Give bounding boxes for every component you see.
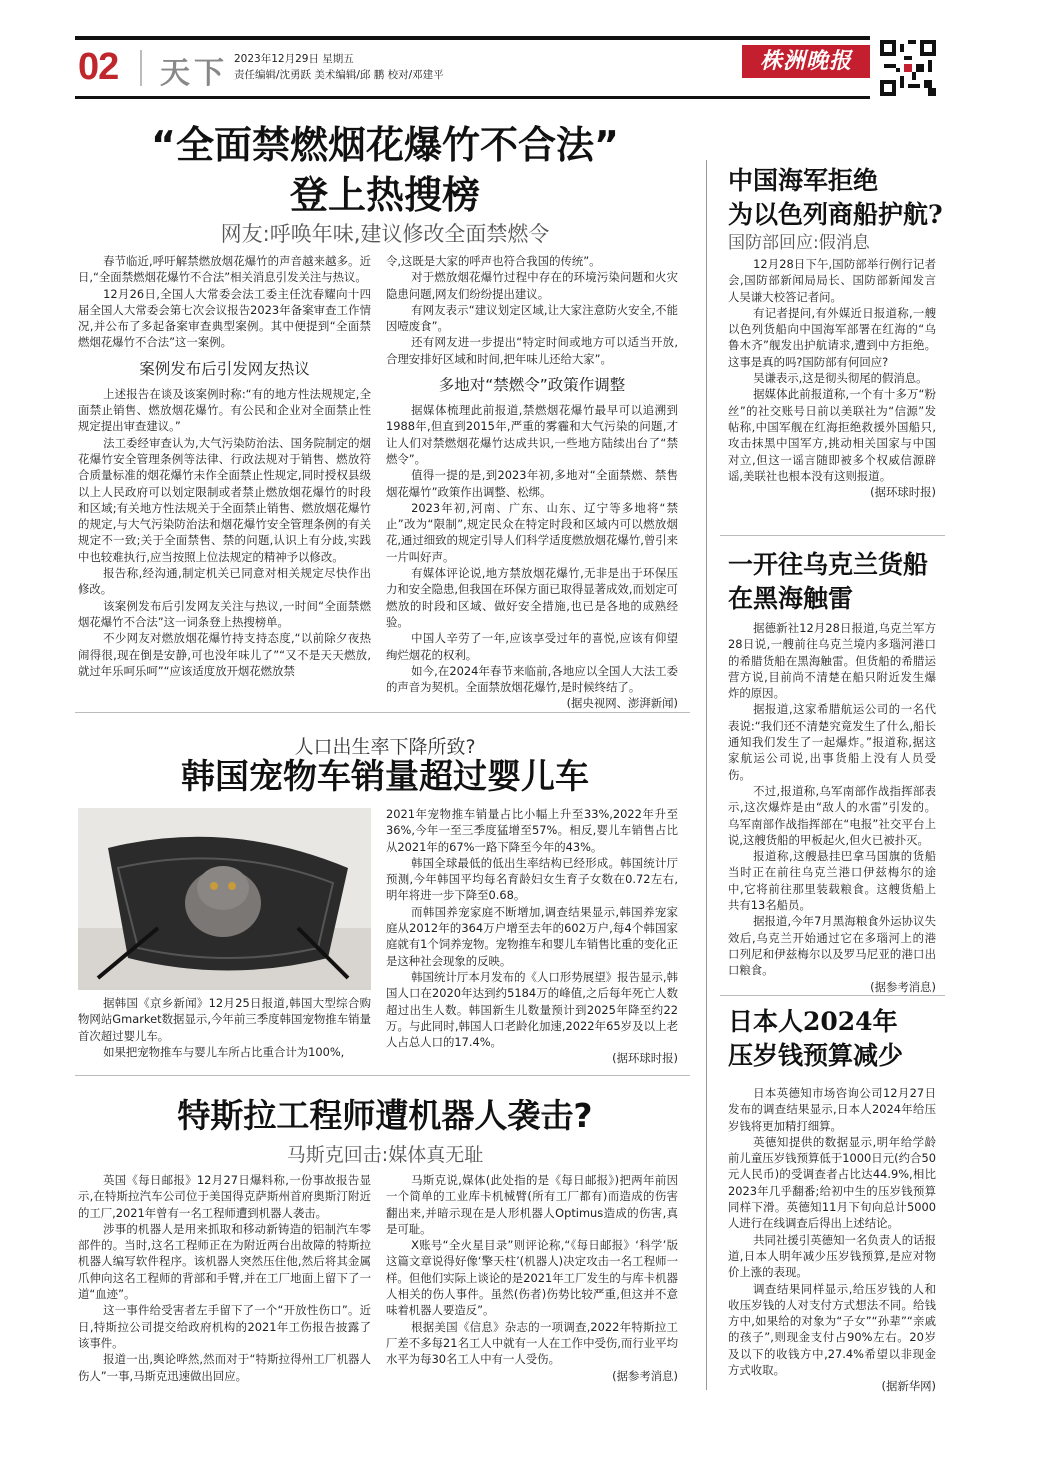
paragraph: 韩国统计厅本月发布的《人口形势展望》报告显示,韩国人口在2020年达到约5184万的峰值,之后每年死亡人数超过出生人数。韩国新生儿数量预计到2025年降至约22万。与此同时,韩国人口老龄化加速,2022年65岁及以上老人占总人口的17.4%。: [386, 969, 678, 1050]
column-divider: [706, 160, 707, 1390]
paragraph: 还有网友进一步提出“特定时间或地方可以适当开放,合理安排好区域和时间,把年味儿还给大家”。: [386, 335, 678, 366]
paragraph: X账号“全火星目录”则评论称,“《每日邮报》‘科学’版这篇文章说得好像‘擎天柱’(机器人)决定攻击一名工程师一样。但他们实际上谈论的是2021年工厂发生的与库卡机器人相关的伤人事件。虽然(伤者)伤势比较严重,但这并不意味着机器人要造反”。: [386, 1238, 678, 1318]
source-credit: (据参考消息): [612, 1368, 678, 1383]
side2-body: [728, 620, 936, 995]
paragraph: 报道称,这艘悬挂巴拿马国旗的货船当时正在前往乌克兰港口伊兹梅尔的途中,它将前往那里装载粮食。这艘货船上共有13名船员。: [728, 849, 936, 913]
headline-line: 登上热搜榜: [289, 173, 480, 217]
section-divider: [75, 1075, 690, 1076]
section-subheading: 案例发布后引发网友热议: [139, 359, 310, 378]
paragraph: 有网友表示“建议划定区域,让大家注意防火安全,不能因噎废食”。: [386, 302, 678, 334]
article3-column-2: [386, 1172, 678, 1384]
paragraph: 2021年宠物推车销量占比小幅上升至33%,2022年升至36%,今年一至三季度猛增至57%。相反,婴儿车销售占比从2021年的67%一路下降至今年的43%。: [386, 807, 678, 854]
paragraph: 12月28日下午,国防部举行例行记者会,国防部新闻局局长、国防部新闻发言人吴谦大校答记者问。: [728, 257, 936, 304]
article1-column-1: [78, 253, 371, 679]
section-subheading: 多地对“禁燃令”政策作调整: [438, 376, 626, 395]
header-divider: [140, 50, 142, 86]
article2-kicker: 人口出生率下降所致?: [294, 736, 476, 758]
side2-headline: [728, 548, 948, 616]
side3-headline: [728, 1005, 948, 1073]
header-top-rule: [75, 36, 870, 40]
article3-column-1: [78, 1172, 371, 1384]
article2-column-2: [386, 806, 678, 1067]
article1-column-2: [386, 253, 678, 712]
paragraph: 春节临近,呼吁解禁燃放烟花爆竹的声音越来越多。近日,“全面禁燃烟花爆竹不合法”相关消息引发关注与热议。: [78, 254, 371, 285]
paragraph: 值得一提的是,到2023年初,多地对“全面禁燃、禁售烟花爆竹”政策作出调整、松绑。: [386, 468, 678, 499]
paragraph: 中国人辛劳了一年,应该享受过年的喜悦,应该有仰望绚烂烟花的权利。: [386, 631, 678, 662]
page-number: 02: [78, 46, 119, 88]
paragraph: 法工委经审查认为,大气污染防治法、国务院制定的烟花爆竹安全管理条例等法律、行政法规对于销售、燃放符合质量标准的烟花爆竹未作全面禁止性规定,同时授权县级以上人民政府可以划定限制或者禁止燃放烟花爆竹的时段和区域;有关地方性法规关于全面禁止销售、燃放烟花爆竹的规定,与大气污染防治法和烟花爆竹安全管理条例的有关规定不一致;关于全面禁售、禁的问题,认识上有分歧,实践中也较难执行,应当按照上位法规定的精神予以修改。: [78, 435, 371, 564]
paragraph: 12月26日,全国人大常委会法工委主任沈春耀向十四届全国人大常委会第七次会议报告2023年备案审查工作情况,并公布了多起备案审查典型案例。其中便提到“全面禁燃烟花爆竹不合法”这一案例。: [78, 286, 371, 350]
source-credit: (据环球时报): [612, 1051, 678, 1066]
paragraph: 报道一出,舆论哗然,然而对于“特斯拉得州工厂机器人伤人”一事,马斯克迅速做出回应。: [78, 1352, 371, 1383]
paragraph: 有媒体评论说,地方禁放烟花爆竹,无非是出于环保压力和安全隐患,但我国在环保方面已取得显著成效,而划定可燃放的时段和区域、做好安全措施,也已是各地的成熟经验。: [386, 566, 679, 629]
article1-headline: [75, 120, 695, 220]
cat-in-pet-stroller-photo: [78, 808, 371, 990]
paragraph: 令,这既是大家的呼声也符合我国的传统”。: [386, 254, 601, 268]
headline-line: 为以色列商船护航?: [728, 200, 943, 229]
qr-code-icon: [880, 40, 936, 96]
paragraph: 对于燃放烟花爆竹过程中存在的环境污染问题和火灾隐患问题,网友们纷纷提出建议。: [386, 270, 678, 301]
paragraph: 日本英德知市场咨询公司12月27日发布的调查结果显示,日本人2024年给压岁钱将更加精打细算。: [728, 1086, 936, 1133]
paragraph: 据媒体此前报道称,一个有十多万“粉丝”的社交账号日前以美联社为“信源”发帖称,中国军舰在红海拒绝救援外国船只,攻击抹黑中国军方,挑动相关国家与中国对立,但这一谣言随即被多个权威信源辟谣,美联社也根本没有这则报道。: [728, 387, 936, 483]
paragraph: 报告称,经沟通,制定机关已同意对相关规定尽快作出修改。: [78, 566, 371, 597]
paragraph: 吴谦表示,这是彻头彻尾的假消息。: [753, 371, 928, 386]
paragraph: 这一事件给受害者左手留下了一个“开放性伤口”。近日,特斯拉公司提交给政府机构的2021年工伤报告披露了该事件。: [78, 1303, 371, 1350]
paragraph: 据报道,今年7月黑海粮食外运协议失效后,乌克兰开始通过它在多瑙河上的港口列尼和伊兹梅尔以及罗马尼亚的港口出口粮食。: [728, 914, 936, 978]
paragraph: 上述报告在谈及该案例时称:“有的地方性法规规定,全面禁止销售、燃放烟花爆竹。有公民和企业对全面禁止性规定提出审查建议。”: [78, 386, 371, 434]
headline-line: 中国海军拒绝: [728, 166, 879, 195]
paragraph: 该案例发布后引发网友关注与热议,一时间“全面禁燃烟花爆竹不合法”这一词条登上热搜榜单。: [78, 598, 371, 629]
paragraph: 如果把宠物推车与婴儿车所占比重合计为100%,: [103, 1044, 345, 1059]
paragraph: 据韩国《京乡新闻》12月25日报道,韩国大型综合购物网站Gmarket数据显示,今年前三季度韩国宠物推车销量首次超过婴儿车。: [78, 996, 371, 1043]
paragraph: 涉事的机器人是用来抓取和移动新铸造的铝制汽车零部件的。当时,这名工程师正在为附近两台出故障的特斯拉机器人编写软件程序。该机器人突然压住他,然后将其金属爪伸向这名工程师的背部和手臂,并在工厂地面上留下了一道“血迹”。: [78, 1221, 371, 1302]
source-credit: (据参考消息): [870, 979, 936, 994]
side1-body: [728, 256, 936, 500]
paragraph: 而韩国养宠家庭不断增加,调查结果显示,韩国养宠家庭从2012年的364万户增至去年的602万户,每4个韩国家庭就有1个饲养宠物。宠物推车和婴儿车销售比重的变化正是这种社会现象的反映。: [386, 904, 679, 968]
paragraph: 马斯克说,媒体(此处指的是《每日邮报》)把两年前因一个简单的工业库卡机械臂(所有工厂都有)而造成的伤害翻出来,并暗示现在是人形机器人Optimus造成的伤害,真是可耻。: [386, 1173, 678, 1236]
paragraph: 如今,在2024年春节来临前,各地应以全国人大法工委的声音为契机。全面禁放烟花爆竹,是时候终结了。: [386, 663, 678, 695]
side1-headline: [728, 164, 948, 232]
paragraph: 调查结果同样显示,给压岁钱的人和收压岁钱的人对支付方式想法不同。给钱方中,如果给的对象为“子女”“孙辈”“亲戚的孩子”,则现金支付占90%左右。20岁及以下的收钱方中,27.4%希望以非现金方式收取。: [728, 1281, 936, 1378]
headline-line: 压岁钱预算减少: [728, 1041, 904, 1070]
headline-line: 一开往乌克兰货船: [728, 550, 929, 579]
paragraph: 英德知提供的数据显示,明年给学龄前儿童压岁钱预算低于1000日元(约合50元人民币)的受调查者占比达44.9%,相比2023年几乎翻番;给初中生的压岁钱预算同样下滑。英德知11月下旬向总计5000人进行在线调查后得出上述结论。: [728, 1134, 936, 1231]
section-divider: [720, 535, 945, 536]
article2-headline: 韩国宠物车销量超过婴儿车: [181, 757, 589, 797]
paragraph: 据报道,这家希腊航运公司的一名代表说:“我们还不清楚究竟发生了什么,船长通知我们发生了一起爆炸。”报道称,据这家航运公司说,出事货船上没有人员受伤。: [728, 702, 936, 782]
newspaper-logo: 株洲晚报: [742, 45, 870, 78]
paragraph: 共同社援引英德知一名负责人的话报道,日本人明年减少压岁钱预算,是应对物价上涨的表现。: [728, 1232, 936, 1280]
paragraph: 根据美国《信息》杂志的一项调查,2022年特斯拉工厂差不多每21名工人中就有一人在工作中受伤,而行业平均水平为每30名工人中有一人受伤。: [386, 1319, 678, 1367]
side1-subtitle: 国防部回应:假消息: [728, 233, 870, 253]
source-credit: (据环球时报): [870, 485, 936, 500]
paragraph: 2023年初,河南、广东、山东、辽宁等多地将“禁止”改为“限制”,规定民众在特定时段和区域内可以燃放烟花,通过细致的规定引导人们科学适度燃放烟花爆竹,曾引来一片叫好声。: [386, 500, 679, 564]
paragraph: 据媒体梳理此前报道,禁燃烟花爆竹最早可以追溯到1988年,但直到2015年,严重的雾霾和大气污染的问题,才让人们对禁燃烟花爆竹达成共识,一些地方陆续出台了“禁燃令”。: [386, 403, 678, 466]
side3-body: [728, 1085, 936, 1395]
paragraph: 不少网友对燃放烟花爆竹持支持态度,“以前除夕夜热闹得很,现在倒是安静,可也没年味儿了”“又不是天天燃放,就过年乐呵乐呵”“应该适度放开烟花燃放禁: [78, 631, 371, 678]
paragraph: 不过,报道称,乌军南部作战指挥部表示,这次爆炸是由“敌人的水雷”引发的。乌军南部作战指挥部在“电报”社交平台上说,这艘货船的甲板起火,但火已被扑灭。: [728, 783, 936, 847]
issue-date: 2023年12月29日 星期五: [234, 53, 354, 65]
article1-subtitle: 网友:呼唤年味,建议修改全面禁燃令: [220, 222, 550, 246]
section-divider: [720, 995, 945, 996]
headline-line: 日本人2024年: [728, 1007, 898, 1036]
article3-subtitle: 马斯克回击:媒体真无耻: [286, 1144, 484, 1166]
paragraph: 有记者提问,有外媒近日报道称,一艘以色列货船向中国海军部署在红海的“乌鲁木齐”舰发出护航请求,遭到中方拒绝。这事是真的吗?国防部有何回应?: [728, 305, 936, 369]
article3-headline: 特斯拉工程师遭机器人袭击?: [177, 1096, 593, 1135]
section-divider: [75, 712, 690, 713]
paragraph: 据德新社12月28日报道,乌克兰军方28日说,一艘前往乌克兰境内多瑙河港口的希腊货船在黑海触雷。但货船的希腊运营方说,目前尚不清楚在船只附近发生爆炸的原因。: [728, 621, 936, 701]
header-bottom-rule: [75, 96, 870, 99]
editor-credits: 责任编辑/沈勇跃 美术编辑/邱 鹏 校对/邓建平: [234, 69, 444, 81]
section-name: 天下: [160, 56, 228, 91]
article2-column-1: [78, 995, 371, 1060]
source-credit: (据央视网、澎湃新闻): [566, 696, 678, 711]
source-credit: (据新华网): [881, 1379, 936, 1394]
headline-line: “全面禁燃烟花爆竹不合法”: [151, 123, 619, 167]
headline-line: 在黑海触雷: [728, 584, 854, 613]
paragraph: 英国《每日邮报》12月27日爆料称,一份事故报告显示,在特斯拉汽车公司位于美国得克萨斯州首府奥斯汀附近的工厂,2021年曾有一名工程师遭到机器人袭击。: [78, 1173, 371, 1220]
paragraph: 韩国全球最低的低出生率结构已经形成。韩国统计厅预测,今年韩国平均每名育龄妇女生育子女数在0.72左右,明年将进一步下降至0.68。: [386, 855, 678, 903]
